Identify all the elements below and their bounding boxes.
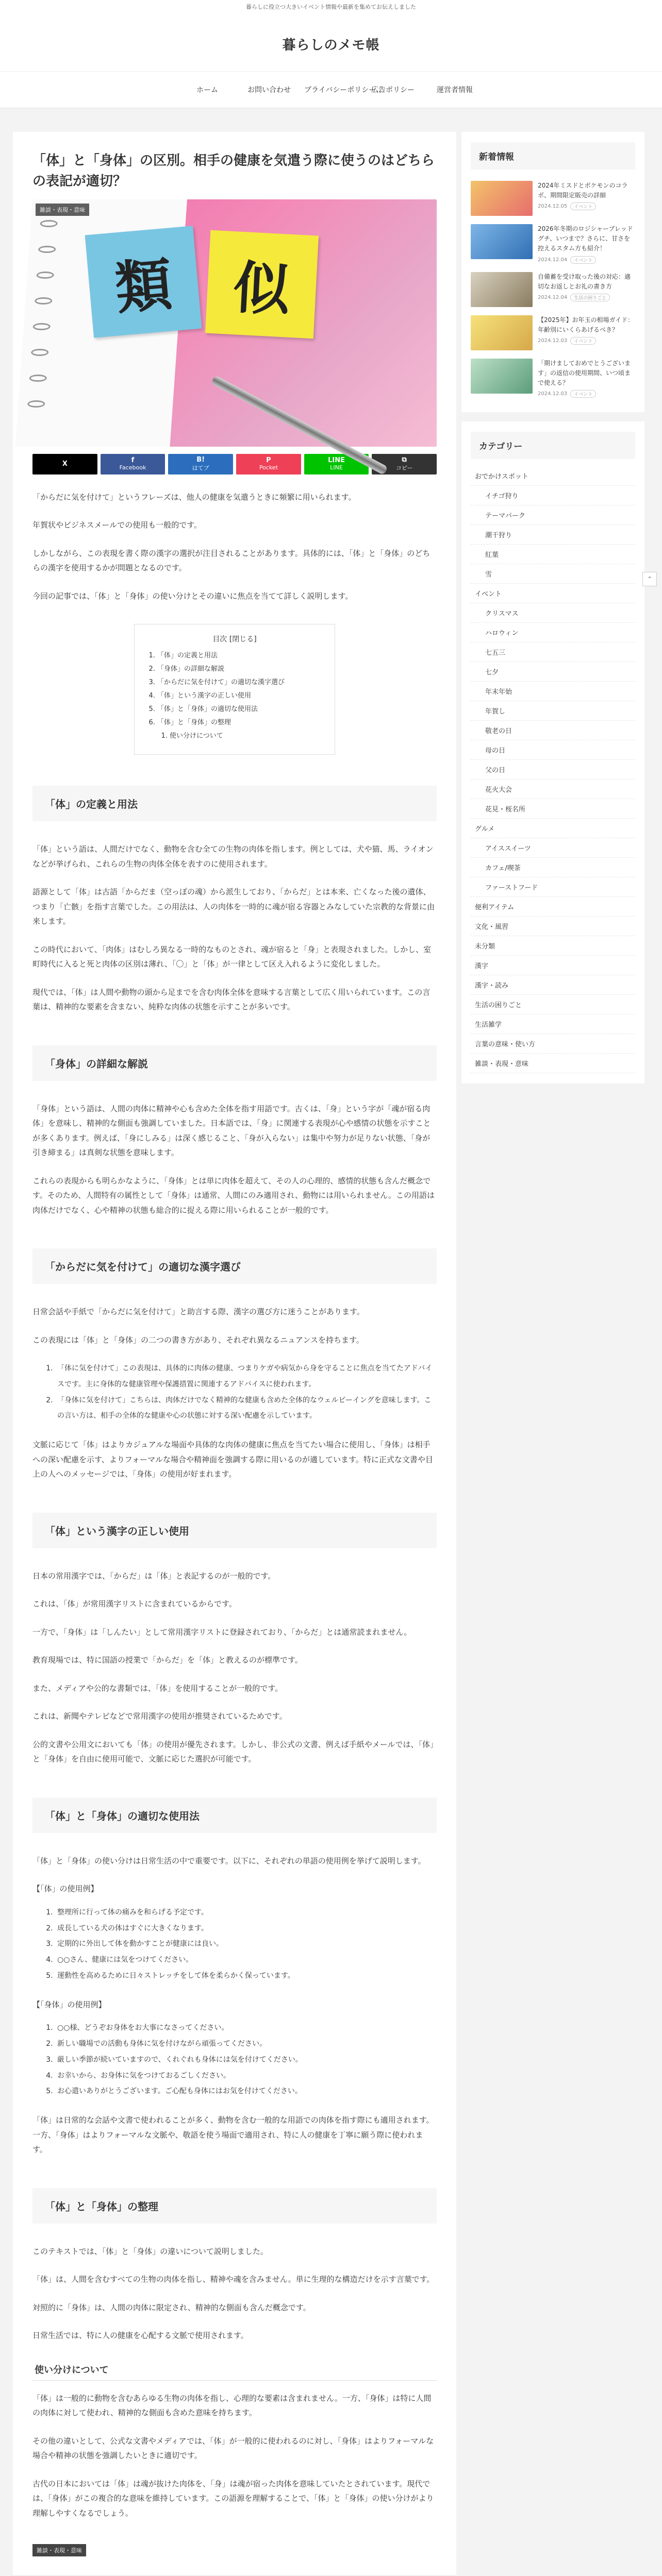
chevron-up-icon: ⌃ xyxy=(647,575,653,583)
share-hatebu-button[interactable]: B! はてブ xyxy=(168,454,233,474)
x-icon: X xyxy=(62,460,68,468)
category-link[interactable]: 年賀し xyxy=(471,701,635,721)
nav-item-contact[interactable]: お問い合わせ xyxy=(247,86,291,94)
share-line-button[interactable]: LINE LINE xyxy=(304,454,369,474)
scroll-to-top-button[interactable] xyxy=(642,572,657,586)
intro-paragraph: 「からだに気を付けて」というフレーズは、他人の健康を気遣うときに頻繁に用いられます。 xyxy=(32,492,356,502)
intro-paragraph: しかしながら、この表現を書く際の漢字の選択が注目されることがあります。具体的には、「体」と「身体」のどちらの漢字を使用するかが問題となるのです。 xyxy=(32,548,431,573)
toc-title-toggle[interactable]: 目次 [閉じる] xyxy=(212,635,257,644)
nav-item-home[interactable]: ホーム xyxy=(196,86,218,94)
ordered-list xyxy=(32,1905,437,1984)
toc-link[interactable]: 2. 「身体」の詳細な解説 xyxy=(157,663,322,676)
example-label: 【「身体」の使用例】 xyxy=(32,1999,106,2009)
section-heading: 「身体」の詳細な解説 xyxy=(32,1045,437,1081)
list-item: 2. 成長している犬の体はすぐに大きくなります。 xyxy=(55,1921,437,1937)
sidebar xyxy=(461,132,644,1093)
ordered-list xyxy=(32,2020,437,2099)
sub-heading: 使い分けについて xyxy=(32,2359,437,2381)
paragraph: 語源として「体」は古語「からだま（空っぽの魂）から派生しており、「からだ」とは本来、亡くなった後の遺体、つまり「亡骸」を指す言葉でした。この用法は、人の肉体を一時的に魂が宿る容器とみなしていた宗教的な背景に由来します。 xyxy=(32,887,435,926)
category-link[interactable]: クリスマス xyxy=(471,603,635,623)
post-thumbnail xyxy=(471,315,533,350)
section-heading: 「体」と「身体」の適切な使用法 xyxy=(32,1798,437,1833)
paragraph: また、メディアや公的な書類では、「体」を使用することが一般的です。 xyxy=(32,1683,283,1693)
paragraph: 教育現場では、特に国語の授業で「からだ」を「体」と教えるのが標準です。 xyxy=(32,1655,303,1665)
category-link[interactable]: イベント xyxy=(471,584,635,603)
category-link[interactable]: 雪 xyxy=(471,564,635,584)
section-heading: 「体」と「身体」の整理 xyxy=(32,2188,437,2224)
new-post-item[interactable] xyxy=(471,177,635,220)
global-nav xyxy=(0,71,662,108)
list-item: 1. ○○様、どうぞお身体をお大事になさってください。 xyxy=(55,2020,437,2036)
category-link[interactable]: 七夕 xyxy=(471,662,635,682)
category-link[interactable]: 未分類 xyxy=(471,936,635,956)
category-link[interactable]: イチゴ狩り xyxy=(471,486,635,505)
category-link[interactable]: テーマパーク xyxy=(471,505,635,525)
paragraph: この表現には「体」と「身体」の二つの書き方があり、それぞれ異なるニュアンスを持ちます。 xyxy=(32,1335,364,1345)
table-of-contents xyxy=(134,624,335,755)
share-pocket-button[interactable]: P Pocket xyxy=(236,454,301,474)
article-category-link[interactable]: 雑談・表現・意味 xyxy=(32,2544,86,2556)
new-post-item[interactable] xyxy=(471,268,635,311)
category-link[interactable]: 花火大会 xyxy=(471,779,635,799)
section-heading: 「体」という漢字の正しい使用 xyxy=(32,1513,437,1548)
category-link[interactable]: ハロウィン xyxy=(471,623,635,642)
toc-link[interactable]: 4. 「体」という漢字の正しい使用 xyxy=(157,689,322,703)
copy-icon: ⧉ xyxy=(402,455,407,464)
list-item: 5. お心遣いありがとうございます。ご心配も身体にはお気を付けてください。 xyxy=(55,2083,437,2099)
category-link[interactable]: 花見・桜名所 xyxy=(471,799,635,819)
share-copy-button[interactable]: ⧉ コピー xyxy=(372,454,437,474)
intro-paragraph: 年賀状やビジネスメールでの使用も一般的です。 xyxy=(32,520,202,530)
site-title-link[interactable]: 暮らしのメモ帳 xyxy=(282,38,380,53)
article-body xyxy=(32,490,437,2557)
post-title: 「期けましておめでとうございます」の返信の使用期間、いつ頃まで使える？ xyxy=(538,359,631,386)
category-link[interactable]: 雑談・表現・意味 xyxy=(471,1054,635,1073)
post-title: 【2025年】お年玉の相場ガイド：年齢別にいくらあげるべき？ xyxy=(538,316,634,333)
post-date: 2024.12.03 xyxy=(538,391,568,397)
post-thumbnail xyxy=(471,272,533,307)
toc-link[interactable]: 1. 「体」の定義と用法 xyxy=(157,649,322,663)
paragraph: その他の違いとして、公式な文書やメディアでは、「体」が一般的に使われるのに対し、「身体」はよりフォーマルな場合や精神の状態を強調したいときに適切です。 xyxy=(32,2436,434,2461)
eyecatch-category-label[interactable]: 雑談・表現・意味 xyxy=(36,204,89,216)
paragraph: 現代では、「体」は人間や動物の頭から足までを含む肉体全体を意味する言葉として広く用いられています。この言葉は、精神的な要素を含まない、純粋な肉体の状態を示すことが多いです。 xyxy=(32,987,431,1012)
paragraph: 一方で、「身体」は「しんたい」として常用漢字リストに登録されており、「からだ」とは通常読まれません。 xyxy=(32,1627,412,1637)
paragraph: これらの表現からも明らかなように、「身体」とは単に肉体を超えて、その人の心理的、感情的状態も含んだ概念です。そのため、人間特有の属性として「身体」は通常、人間にのみ適用され、動物には用いられません。この用語は肉体だけでなく、心や精神の状態も総合的に捉える際に用いられることが一般的です。 xyxy=(32,1176,435,1215)
post-thumbnail xyxy=(471,359,533,394)
paragraph: 対照的に「身体」は、人間の肉体に限定され、精神的な側面も含んだ概念です。 xyxy=(32,2302,311,2312)
widget-title: 新着情報 xyxy=(471,142,635,170)
post-category-badge: イベント xyxy=(570,202,596,210)
paragraph: 「体」という語は、人間だけでなく、動物を含む全ての生物の肉体を指します。例としては、犬や猫、馬、ライオンなどが挙げられ、これらの生物の肉体全体を表すのに使用されます。 xyxy=(32,844,434,869)
category-link[interactable]: 紅葉 xyxy=(471,545,635,564)
paragraph: この時代において、「肉体」はむしろ異なる一時的なものとされ、魂が宿ると「身」と表現されました。しかし、室町時代に入ると死と肉体の区別は薄れ、「〇」と「体」が一律として区え入れるように変化しました。 xyxy=(32,944,432,969)
site-header xyxy=(0,14,662,71)
post-category-badge: イベント xyxy=(570,256,596,264)
category-link[interactable]: カフェ/喫茶 xyxy=(471,858,635,877)
paragraph: 「体」は日常的な会話や文書で使われることが多く、動物を含む一般的な用語での肉体を指す際にも適用されます。一方、「身体」はよりフォーマルな文脈や、敬語を使う場面で適用され、特に人の健康を丁寧に願う際に使われます。 xyxy=(32,2115,434,2155)
list-item: 2. 新しい職場での活動も身体に気を付けながら頑張ってください。 xyxy=(55,2036,437,2052)
pocket-icon: P xyxy=(266,456,271,465)
paragraph: 公的文書や公用文においても「体」の使用が優先されます。しかし、非公式の文書、例えば手紙やメールでは、「体」と「身体」を自由に使用可能で、文脈に応じた選択が可能です。 xyxy=(32,1739,434,1764)
eyecatch-image xyxy=(32,199,437,447)
post-title: 2026年冬期のロジシャーブレッドグチ、いつまで？さらに、甘さを控えるスタム方も紹介！ xyxy=(538,225,633,252)
category-list xyxy=(471,466,635,1073)
paragraph: 日常生活では、特に人の健康を心配する文脈で使用されます。 xyxy=(32,2331,249,2341)
share-x-button[interactable] xyxy=(32,454,97,474)
article-title: 「体」と「身体」の区別。相手の健康を気遣う際に使うのはどちらの表記が適切？ xyxy=(32,153,435,190)
paragraph: 「体」は、人間を含むすべての生物の肉体を指し、精神や魂を含みません。単に生理的な構造だけを示す言葉です。 xyxy=(32,2275,435,2284)
new-post-item[interactable] xyxy=(471,311,635,354)
paragraph: 「身体」という語は、人間の肉体に精神や心も含めた全体を指す用語です。古くは、「身」という字が「魂が宿る肉体」を意味し、精神的な側面も強調していました。日本語では、「身」に関連する表現が心や感情の状態を示すことが多くあります。例えば、「身にしみる」は深く感じること、「身が入らない」は集中や努力が足りない状態、「身が引き締まる」は真剣な状態を意味します。 xyxy=(32,1104,431,1158)
list-item: 1. 「体に気を付けて」この表現は、具体的に肉体の健康、つまりケガや病気から身を守ることに焦点を当てたアドバイスです。主に身体的な健康管理や保護措置に関連するアドバイスに使われます。 xyxy=(55,1361,437,1393)
category-link[interactable]: ファーストフード xyxy=(471,877,635,897)
toc-sub-link[interactable]: 1. 使い分けについて xyxy=(170,730,322,743)
toc-link[interactable]: 3. 「からだに気を付けて」の適切な漢字選び xyxy=(157,676,322,689)
post-date: 2024.12.05 xyxy=(538,204,568,210)
paragraph: 古代の日本においては「体」は魂が抜けた肉体を、「身」は魂が宿った肉体を意味していたとされています。現代では、「身体」がこの複合的な意味を維持しています。この語源を理解することで、「体」と「身体」の使い分けがより理解しやすくなるでしょう。 xyxy=(32,2479,434,2518)
section-heading: 「体」の定義と用法 xyxy=(32,786,437,821)
new-post-item[interactable] xyxy=(471,354,635,402)
widget-title: カテゴリー xyxy=(471,432,635,459)
category-link[interactable]: 七五三 xyxy=(471,642,635,662)
announcement-text: 暮らしに役立つ大きいイベント情報や最新を集めてお伝えしました xyxy=(246,4,416,10)
facebook-icon: f xyxy=(131,456,135,465)
toc-link[interactable]: 「体」と「身体」の整理 xyxy=(157,719,231,727)
nav-item-privacy[interactable]: プライバシーポリシー… xyxy=(304,86,384,94)
list-item: 3. 定期的に外出して体を動かすことが健康には良い。 xyxy=(55,1936,437,1952)
post-thumbnail xyxy=(471,181,533,216)
sticky-note-yellow: 似 xyxy=(205,230,319,338)
paragraph: このテキストでは、「体」と「身体」の違いについて説明しました。 xyxy=(32,2246,268,2256)
post-category-badge: 生活の困りごと xyxy=(570,294,610,301)
toc-link[interactable]: 5. 「体」と「身体」の適切な使用法 xyxy=(157,703,322,716)
paragraph: 日常会話や手紙で「からだに気を付けて」と助言する際、漢字の選び方に迷うことがあります。 xyxy=(32,1307,365,1317)
paragraph: 「体」と「身体」の使い分けは日常生活の中で重要です。以下に、それぞれの単語の使用例を挙げて説明します。 xyxy=(32,1856,426,1866)
post-title: 2024年ミスドとポケモンのコラボ、期間限定販売の詳細 xyxy=(538,182,628,199)
category-link[interactable]: 文化・風習 xyxy=(471,917,635,936)
ordered-list xyxy=(32,1361,437,1424)
intro-paragraph: 今回の記事では、「体」と「身体」の使い分けとその違いに焦点を当てて詳しく説明します。 xyxy=(32,591,353,601)
categories-widget xyxy=(461,421,644,1083)
paragraph: 「体」は一般的に動物を含むあらゆる生物の肉体を指し、心理的な要素は含まれません。一方、「身体」は特に人間の肉体に対して使われ、精神的な側面も含めた意味を持ちます。 xyxy=(32,2393,432,2418)
list-item: 5. 運動性を高めるために日々ストレッチをして体を柔らかく保っています。 xyxy=(55,1968,437,1984)
post-date: 2024.12.03 xyxy=(538,337,568,344)
category-link[interactable]: アイススイーツ xyxy=(471,838,635,858)
section-heading: 「からだに気を付けて」の適切な漢字選び xyxy=(32,1248,437,1284)
paragraph: これは、「体」が常用漢字リストに含まれているからです。 xyxy=(32,1599,237,1609)
new-posts-widget xyxy=(461,132,644,412)
post-thumbnail xyxy=(471,224,533,259)
category-link[interactable]: グルメ xyxy=(471,819,635,838)
category-link[interactable]: 潮干狩り xyxy=(471,525,635,545)
sticky-note-blue: 類 xyxy=(85,226,202,338)
post-date: 2024.12.04 xyxy=(538,257,568,263)
new-post-item[interactable] xyxy=(471,220,635,268)
category-link[interactable]: おでかけスポット xyxy=(471,466,635,486)
list-item: 1. 整理所に行って体の痛みを和らげる予定です。 xyxy=(55,1905,437,1921)
paragraph: 文脈に応じて「体」はよりカジュアルな場面や具体的な肉体の健康に焦点を当てたい場合に使用し、「身体」は相手への深い配慮を示す、よりフォーマルな場合や精神面を強調する際に用いるのが適しています。特に正式な文書や目上の人へのメッセージでは、「身体」の使用が好まれます。 xyxy=(32,1440,433,1479)
paragraph: 日本の常用漢字では、「からだ」は「体」と表記するのが一般的です。 xyxy=(32,1571,276,1581)
paragraph: これは、新聞やテレビなどで常用漢字の使用が推奨されているためです。 xyxy=(32,1711,287,1721)
top-announcement-bar xyxy=(0,0,662,14)
category-link[interactable]: 生活の困りごと xyxy=(471,995,635,1014)
example-label: 【「体」の使用例】 xyxy=(32,1884,98,1894)
category-link[interactable]: 父の日 xyxy=(471,760,635,779)
share-facebook-button[interactable]: f Facebook xyxy=(101,454,166,474)
list-item: 4. ○○さん、健康には気をつけてください。 xyxy=(55,1952,437,1968)
category-link[interactable]: 便利アイテム xyxy=(471,897,635,917)
post-date: 2024.12.04 xyxy=(538,294,568,300)
category-link[interactable]: 漢字 xyxy=(471,956,635,975)
post-category-badge: イベント xyxy=(570,337,596,345)
category-link[interactable]: 敬老の日 xyxy=(471,721,635,740)
list-item: 4. お幸いから、お身体に気をつけておるごしください。 xyxy=(55,2068,437,2084)
article-main xyxy=(13,132,456,2575)
post-category-badge: イベント xyxy=(570,390,596,398)
category-link[interactable]: 年末年始 xyxy=(471,682,635,701)
post-title: 自備蓄を受け取った後の対応：適切なお返しとお礼の書き方 xyxy=(538,273,631,290)
category-link[interactable]: 生活雑学 xyxy=(471,1014,635,1034)
list-item: 2. 「身体に気を付けて」こちらは、肉体だけでなく精神的な健康も含めた全体的なウェルビーイングを意味します。この言い方は、相手の全体的な健康や心の状態に対する深い配慮を示しています。 xyxy=(55,1393,437,1425)
nav-item-ad-policy[interactable]: 広告ポリシー xyxy=(371,86,415,94)
category-link[interactable]: 言葉の意味・使い方 xyxy=(471,1034,635,1054)
category-link[interactable]: 漢字・読み xyxy=(471,975,635,995)
line-icon: LINE xyxy=(328,456,345,465)
nav-item-operator[interactable]: 運営者情報 xyxy=(437,86,473,94)
hatebu-icon: B! xyxy=(196,455,205,464)
list-item: 3. 厳しい季節が続いていますので、くれぐれも身体には気を付けてください。 xyxy=(55,2052,437,2068)
category-link[interactable]: 母の日 xyxy=(471,740,635,760)
